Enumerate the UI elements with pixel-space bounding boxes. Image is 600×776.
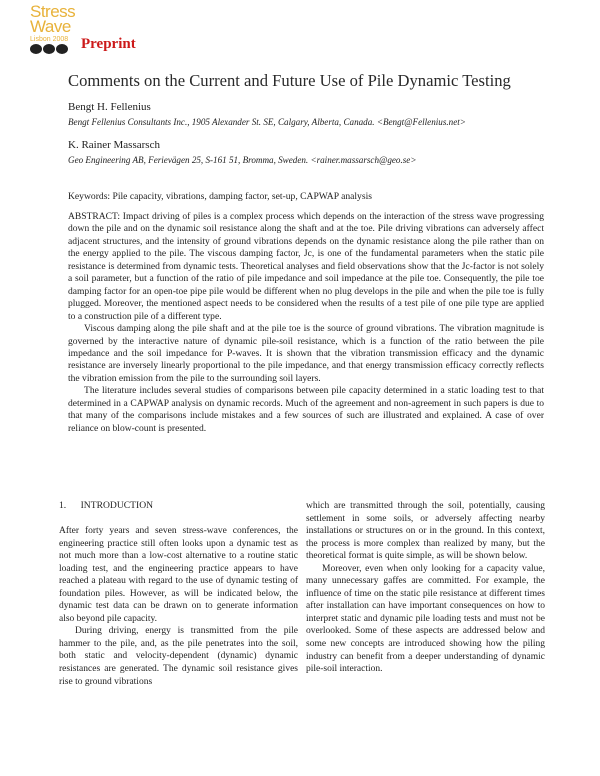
body-paragraph: During driving, energy is transmitted from the pile hammer to the pile, and, as the pile penetrates into the soil, both static and velocity-dependent (dynamic) dynamic resistances are generated. The dynamic soil resistance gives rise to ground vibrations <box>59 626 298 687</box>
logo-line-1: Stress <box>30 2 76 21</box>
body-paragraph: Moreover, even when only looking for a capacity value, many unnecessary gaffes are committed. For example, the influence of time on the static pile resistance at different times after installation can have important consequences on how to interpret static and dynamic pile loading tests and must not be overlooked. Some of these aspects are addressed below and some new concepts are introduced showing how the piling industry can benefit from a deeper understanding of dynamic pile-soil interaction. <box>306 563 545 675</box>
author-name: K. Rainer Massarsch <box>68 139 160 151</box>
section-heading: 1. INTRODUCTION <box>59 500 154 511</box>
conference-logo <box>30 4 78 62</box>
author-affiliation: Bengt Fellenius Consultants Inc., 1905 Alexander St. SE, Calgary, Alberta, Canada. <Bengt@Fellenius.net> <box>68 117 466 127</box>
abstract <box>68 211 544 435</box>
body-column-left <box>59 525 298 688</box>
abstract-paragraph: The literature includes several studies of comparisons between pile capacity determined in a static loading test to that determined in a CAPWAP analysis on dynamic records. Much of the agreement and non-agreement in such papers is due to that many of the comparisons include mistakes and a few sources of such are illustrated and explained. A case of over reliance on blow-count is presented. <box>68 385 544 434</box>
abstract-paragraph: ABSTRACT: Impact driving of piles is a complex process which depends on the interaction of the stress wave progressing down the pile and on the dynamic soil resistance along the shaft and at the toe. Pile driving vibrations can adversely affect adjacent structures, and the intensity of ground vibrations depends on the dynamic resistance along the pile rather than on the energy applied to the pile. The viscous damping factor, Jc, is one of the fundamental parameters when the static pile resistance is determined from dynamic tests. Theoretical analyses and field observations show that the Jc-factor is not solely a soil parameter, but a function of the ratio of pile impedance and soil impedance at the pile toe. Consequently, the pile toe damping factor for an open-toe pipe pile would be different when no plug develops in the pile and when the pile toe is fully plugged. Moreover, the mentioned aspect needs to be considered when the results of a test pile of one pile type are applied to a construction pile of a different type. <box>68 211 544 322</box>
body-paragraph: After forty years and seven stress-wave conferences, the engineering practice still often looks upon a dynamic test as not much more than a low-cost alternative to a routine static loading test, and the engineering practice appears to have reached a plateau with regard to the use of dynamic testing of foundation piles. However, as will be indicated below, the dynamic test data can be drawn on to generate information also beyond pile capacity. <box>59 526 298 624</box>
logo-line-3: Lisbon 2008 <box>30 36 69 43</box>
keywords: Keywords: Pile capacity, vibrations, damping factor, set-up, CAPWAP analysis <box>68 191 372 202</box>
logo-circles-icon <box>30 44 78 54</box>
author-name: Bengt H. Fellenius <box>68 101 151 113</box>
logo-line-2: Wave <box>30 17 71 36</box>
body-column-right <box>306 500 545 676</box>
abstract-paragraph: Viscous damping along the pile shaft and at the pile toe is the source of ground vibrations. The vibration magnitude is governed by the interactive nature of dynamic pile-soil resistance, which is a function of the ratio between the pile impedance and the soil impedance for P-waves. It is shown that the vibration transmission efficacy and the dynamic resistance are inversely linearly proportional to the pile impedance, and that energy transmission efficacy correctly reflects the vibration emission from the pile to the surrounding soil layers. <box>68 323 544 384</box>
preprint-label: Preprint <box>81 36 136 52</box>
body-paragraph: which are transmitted through the soil, potentially, causing settlement in some soils, or adversely affecting nearby installations or structures on or in the ground. In this context, the process is more complex than realized by many, but the theoretical format is quite simple, as will be shown below. <box>306 501 545 562</box>
author-affiliation: Geo Engineering AB, Ferievägen 25, S-161 51, Bromma, Sweden. <rainer.massarsch@geo.se> <box>68 155 417 165</box>
paper-title: Comments on the Current and Future Use of Pile Dynamic Testing <box>68 71 511 90</box>
